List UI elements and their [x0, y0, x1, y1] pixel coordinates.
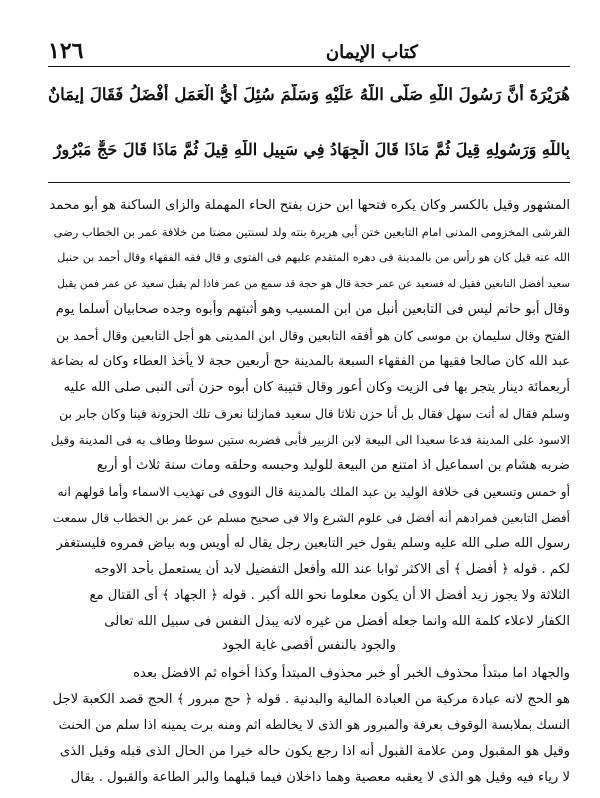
commentary-line: الله عنه قيل كان هو رأس من بالمدينة فى دهره المتقدم عليهم فى الفتوى و قال فقه الفقهاء وقال أحمد بن حنبل — [57, 251, 570, 264]
commentary-line: أفضل التابعين فمرادهم أنه أفضل فى علوم الشرع والا فى صحيح مسلم عن عمر بن الخطاب قال سمعت — [52, 511, 570, 525]
hadith-line: بِاللّهِ وَرَسُولِهِ قِيلَ ثُمَّ مَاذَا قَالَ الْجِهَادُ فِي سَبِيلِ اللّهِ قِيلَ ثُمَّ مَاذَا قَالَ حَجٌّ مَبْرُورٌ — [53, 140, 570, 159]
commentary-line: أربعمائة دينار يتجر بها فى الزيت وكان أعور وقال قتيبة كان أبوه حزن أتى النبى صلى الله عليه — [63, 380, 570, 395]
commentary-line: وقال أبو حاتم ليس فى التابعين أنبل من ابن المسيب وهو أثبتهم وأبوه وجده صحابيان أسلما يوم — [55, 302, 570, 317]
page-number: ١٢٦ — [48, 38, 84, 64]
commentary-line: وقيل هو المقبول ومن علامة القبول أنه اذا رجع يكون حاله خيرا من الحال الذى قبله وقيل الذى — [59, 744, 570, 759]
commentary-line: عبد الله كان صالحا فقيها من الفقهاء السبعة بالمدينة حج أربعين حجة لا يأخذ العطاء وكان له بضاعة — [50, 354, 570, 369]
commentary-line: المشهور وقيل بالكسر وكان يكره فتحها ابن حزن بفتح الحاء المهملة والزاى الساكنة هو أبو محمد — [49, 198, 570, 213]
commentary-line: الكفار لاعلاء كلمة الله وانما جعله أفضل من غيره لانه يبذل النفس فى سبيل الله تعالى — [104, 614, 570, 629]
commentary-line: وسلم فقال له أنت سهل فقال بل أنا حزن ثلاثا قال سعيد فمازلنا نعرف تلك الحزونة فينا وكان جابر بن — [59, 407, 570, 421]
commentary-line: القرشى المخزومى المدنى امام التابعين ختن أبى هريرة بنته ولد لسنتين مضتا من خلافة عمر بن الخطاب رضى — [53, 225, 570, 239]
commentary-line: أو خمس وتسعين فى خلافة الوليد بن عبد الملك بالمدينة قال النووى فى تهذيب الاسماء وأما قولهم انه — [57, 485, 570, 499]
commentary-line: لكم . قوله ﴿ أفضل ﴾ أى الاكثر ثوابا عند الله وأفعل التفضيل لابد أن يستعمل بأحد الاوجه — [94, 562, 570, 577]
header-rule — [48, 66, 570, 67]
hadith-rule — [48, 182, 570, 183]
commentary-line: سعيد أفضل التابعين فقيل له فسعيد عن عمر حجة قال هو حجة قد سمع من عمر فاذا لم يقبل سعيد عن عمر فمن يقبل — [57, 278, 570, 290]
commentary-line: الاسود على المدينة فدعا سعيدا الى البيعة لابن الزبير فأبى فضربه ستين سوطا وطاف به فى المدينة وقيل — [50, 433, 570, 447]
commentary-line: هو الحج لانه عبادة مركبة من العبادة المالية والبدنية . قوله ﴿ حج مبرور ﴾ الحج قصد الكعبة لاجل — [52, 692, 570, 707]
commentary-line: رسول الله صلى الله عليه وسلم يقول خير التابعين رجل يقال له أويس وبه بياض فمروه فليستغفر — [56, 536, 570, 551]
chapter-title: كتاب الإيمان — [325, 42, 418, 63]
hadith-line: هُرَيْرَةَ أَنَّ رَسُولَ اللّهِ صَلَّى اللّهُ عَلَيْهِ وَسَلَّمَ سُئِلَ أَيُّ الْعَمَلِ أَفْضَلُ فَقَالَ إِيمَانٌ — [48, 84, 570, 104]
poetry-verse: والجود بالنفس أقصى غاية الجود — [221, 638, 397, 653]
commentary-line: الفتح وقال سليمان بن موسى كان هو أفقه التابعين وقال ابن المدينى هو أجل التابعين وقال أحمد بن — [56, 328, 570, 343]
commentary-line: الثلاثة ولا يجوز زيد أفضل الا أن يكون معلوما نحو الله أكبر . قوله ﴿ الجهاد ﴾ أى القتال مع — [89, 588, 570, 603]
commentary-line: النسك بملابسة الوقوف بعرفة والمبرور هو الذى لا يخالطه اثم ومنه برت يمينه اذا سلم من الحنث — [58, 718, 570, 733]
page-header — [48, 38, 568, 68]
commentary-line: والجهاد اما مبتدأ محذوف الخبر أو خبر محذوف المبتدأ وكذا أخواه ثم الافضل بعده — [133, 666, 570, 681]
commentary-line: لا رياء فيه وقيل هو الذى لا يعقبه معصية وهما داخلان فيما قبلهما والبر الطاعة والقبول . يقال — [70, 770, 570, 785]
commentary-line: ضربه هشام بن اسماعيل اذ امتنع من البيعة للوليد وحبسه وحلقه ومات سنة ثلاث أو أربع — [96, 458, 570, 473]
